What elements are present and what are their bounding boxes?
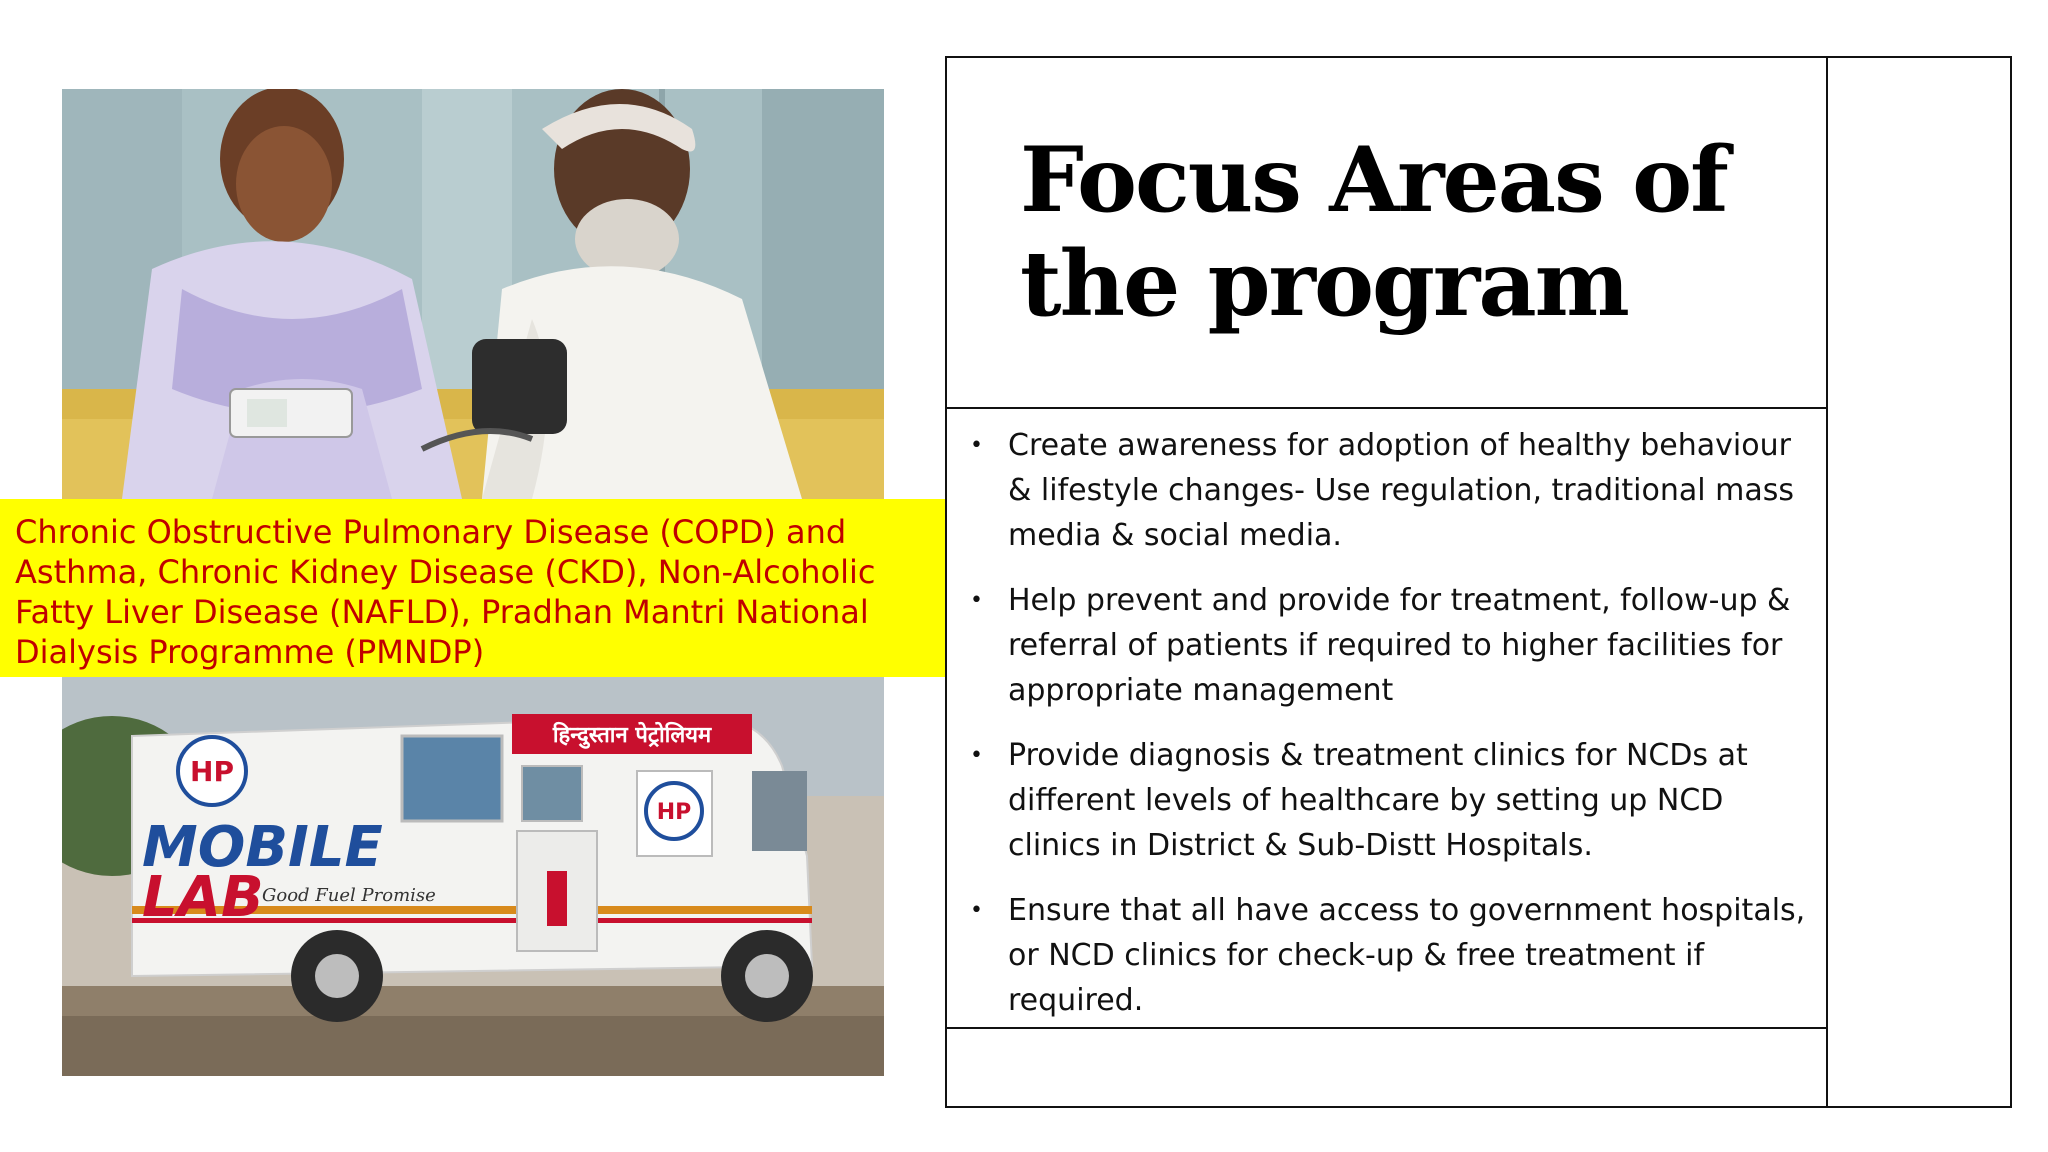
- bullet-icon: •: [970, 588, 983, 613]
- bp-check-photo: [62, 89, 884, 499]
- mobile-lab-photo: [62, 676, 884, 1076]
- bp-check-illustration: [62, 89, 884, 499]
- bullet-icon: •: [970, 433, 983, 458]
- focus-area-item: [970, 423, 1810, 558]
- van-hp-logo-top: HP: [190, 755, 234, 788]
- focus-area-text: Provide diagnosis & treatment clinics for NCDs at different levels of healthcare by setting up NCD clinics in District & Sub-Distt Hospitals.: [1008, 738, 1748, 863]
- focus-area-text: Help prevent and provide for treatment, follow-up & referral of patients if required to higher facilities for appropriate management: [1008, 583, 1791, 708]
- van-brand-mobile: MOBILE: [142, 815, 383, 880]
- bullet-icon: •: [970, 743, 983, 768]
- focus-area-text: Ensure that all have access to government hospitals, or NCD clinics for check-up & free treatment if required.: [1008, 893, 1806, 1018]
- van-hp-logo-door: HP: [656, 800, 692, 825]
- mobile-lab-illustration: [62, 676, 884, 1076]
- focus-area-item: [970, 888, 1810, 1023]
- focus-area-list: [970, 423, 1810, 1043]
- van-brand-lab: LAB: [142, 865, 264, 930]
- van-hindi-banner: हिन्दुस्तान पेट्रोलियम: [552, 723, 712, 748]
- frame-divider-title: [945, 407, 1828, 409]
- bullet-icon: •: [970, 898, 983, 923]
- frame-divider-vertical: [1826, 56, 1828, 1108]
- focus-area-item: [970, 578, 1810, 713]
- focus-area-item: [970, 733, 1810, 868]
- focus-area-text: Create awareness for adoption of healthy behaviour & lifestyle changes- Use regulation, traditional mass media & social media.: [1008, 428, 1794, 553]
- van-tagline: Good Fuel Promise: [262, 885, 436, 906]
- disease-callout: Chronic Obstructive Pulmonary Disease (COPD) and Asthma, Chronic Kidney Disease (CKD), Non-Alcoholic Fatty Liver Disease (NAFLD), Pradhan Mantri National Dialysis Programme (PMNDP): [0, 499, 946, 677]
- slide-title: Focus Areas of the program: [1020, 127, 1727, 337]
